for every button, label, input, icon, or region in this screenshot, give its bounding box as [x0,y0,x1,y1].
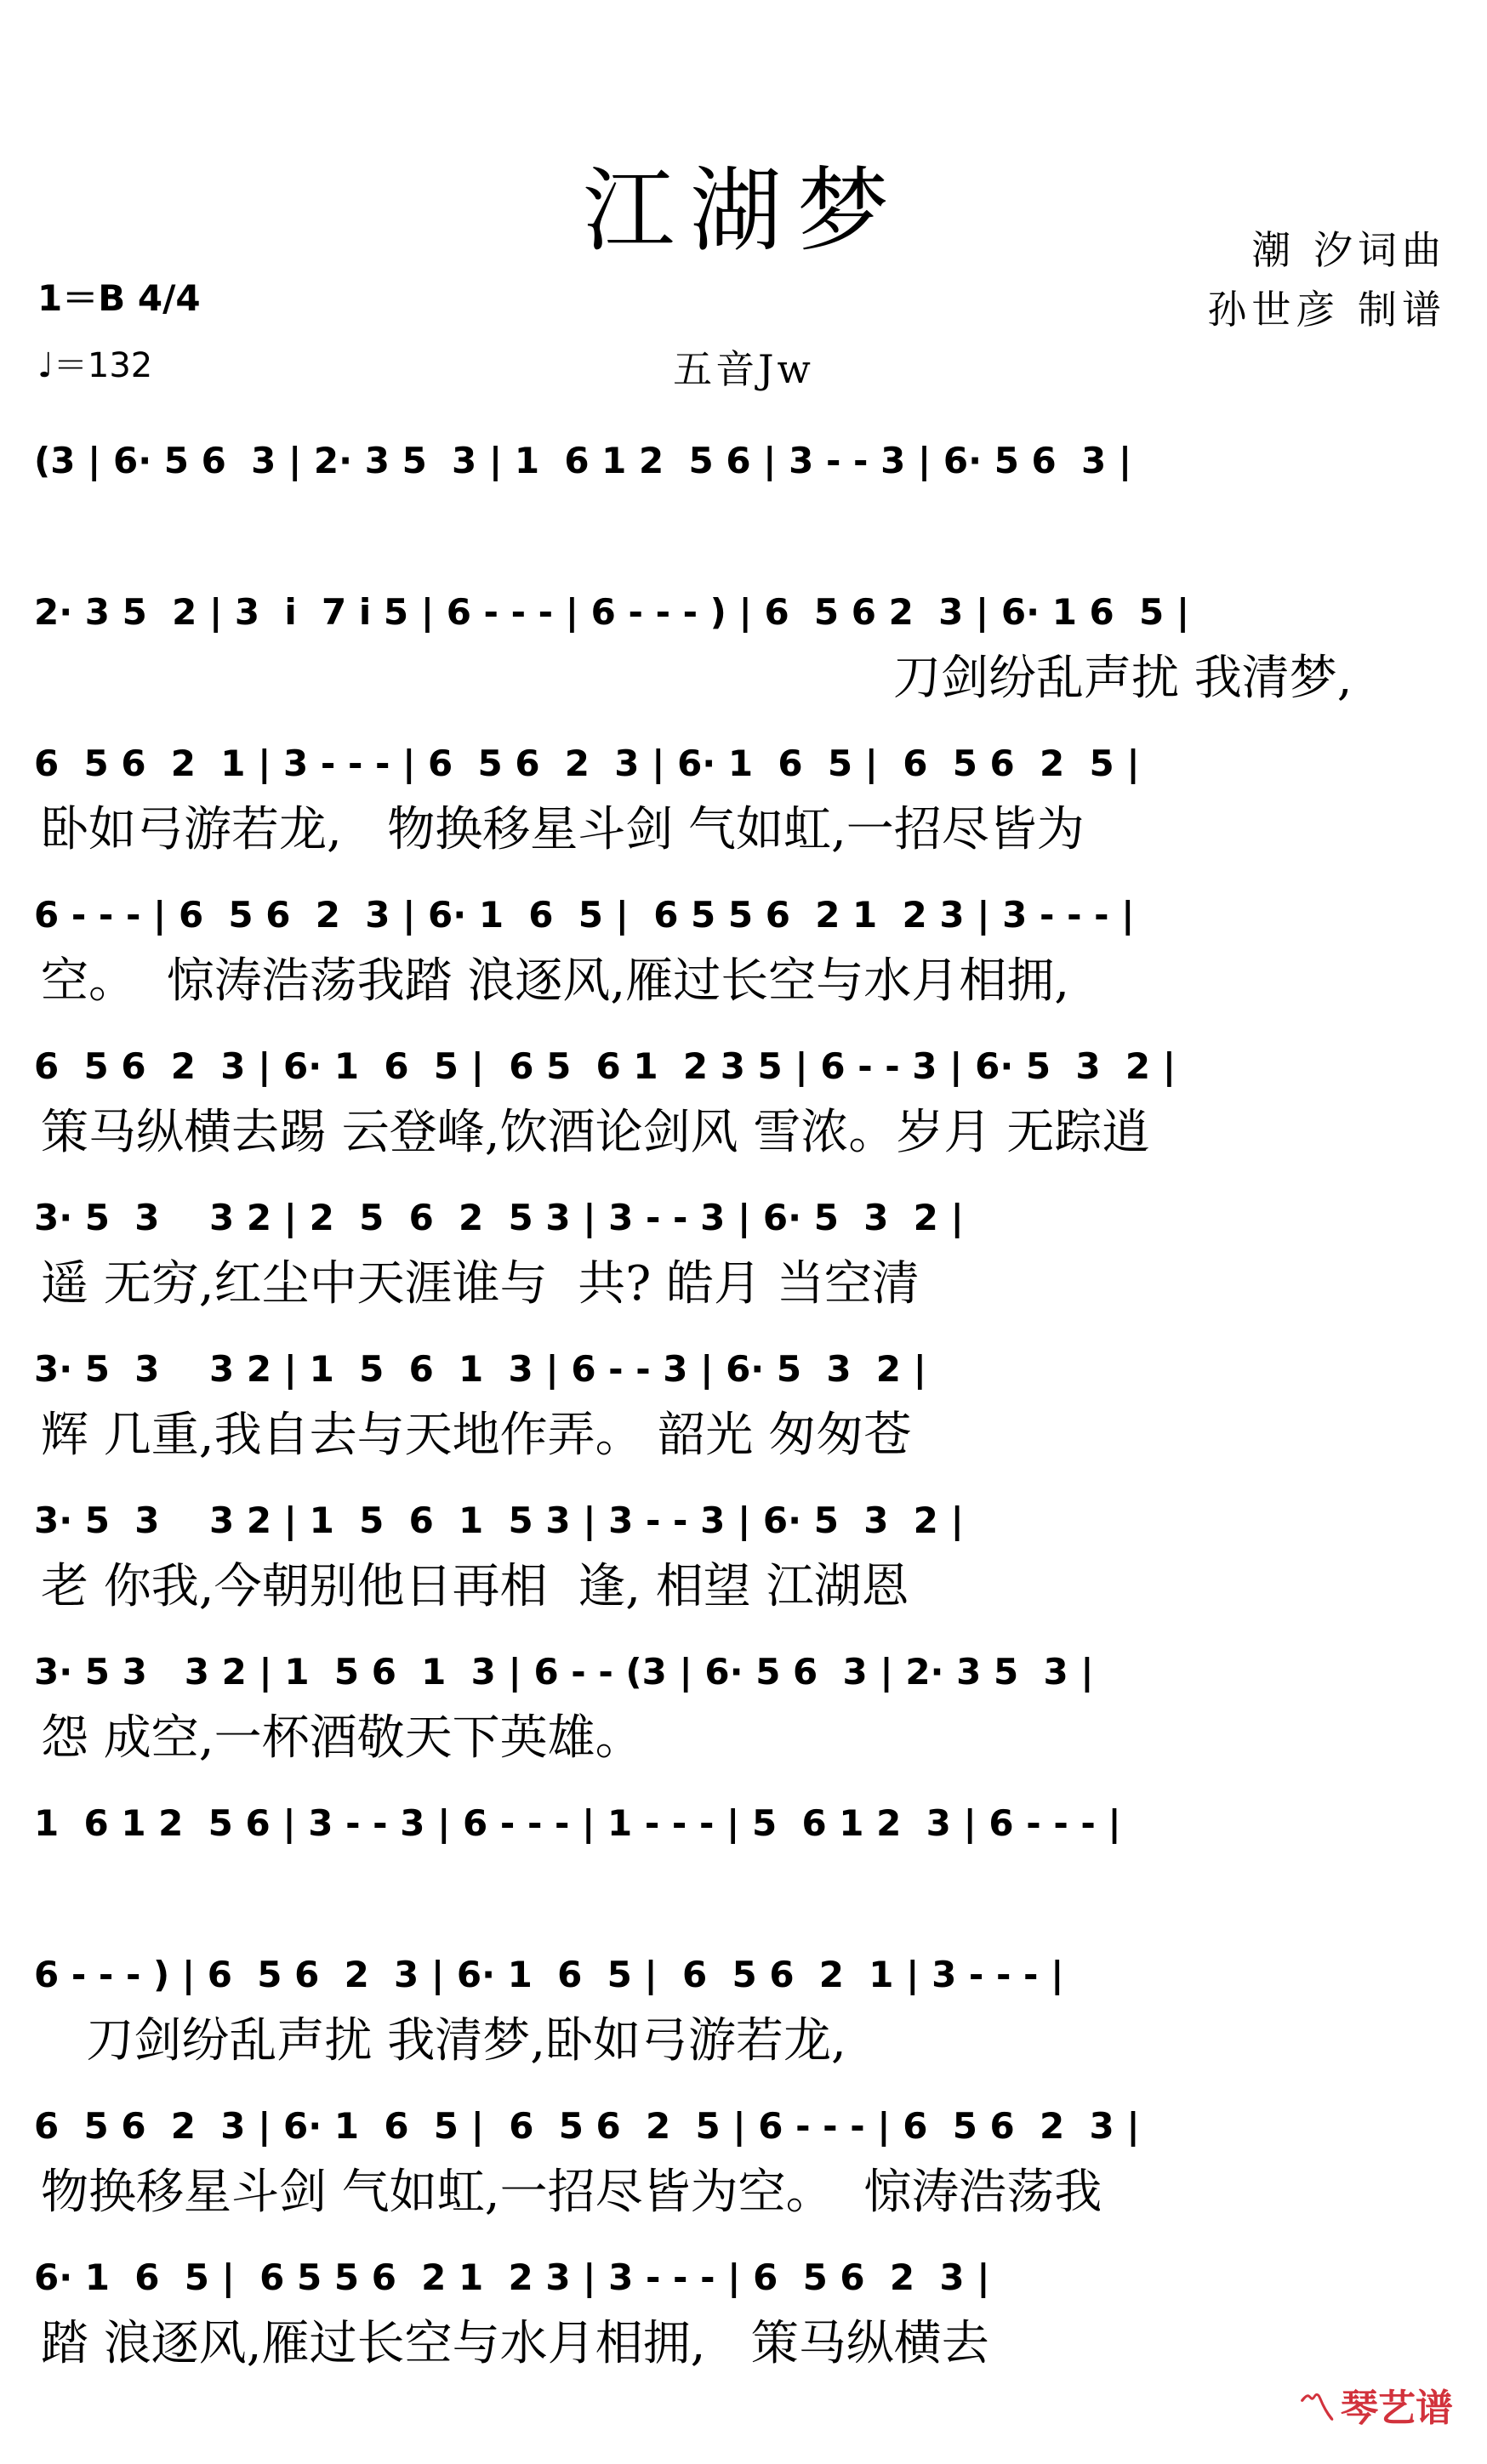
watermark-text: 琴艺谱 [1341,2387,1453,2430]
song-title: 江湖梦 [582,158,904,265]
lyric-line: 空。 惊涛浩荡我踏 浪逐风,雁过长空与水月相拥, [41,953,1070,1009]
lyric-line: 策马纵横去踢 云登峰,饮酒论剑风 雪浓。岁月 无踪逍 [41,1105,1150,1160]
site-watermark [1298,2377,1453,2432]
key-signature: 1＝B 4/4 [37,277,201,319]
notation-line: 6 5 6 2 1 | 3 - - - | 6 5 6 2 3 | 6· 1 6 5 | 6 5 6 2 5 | [34,743,1140,784]
lyric-line: 踏 浪逐风,雁过长空与水月相拥, 策马纵横去 [41,2316,989,2371]
lyric-line: 刀剑纷乱声扰 我清梦, [893,651,1353,706]
notation-line: 6· 1 6 5 | 6 5 5 6 2 1 2 3 | 3 - - - | 6 5 6 2 3 | [34,2256,990,2298]
lyric-line: 老 你我,今朝别他日再相 逢, 相望 江湖恩 [41,1559,909,1614]
lyric-line [41,495,1460,560]
lyric-line: 刀剑纷乱声扰 我清梦,卧如弓游若龙, [41,2013,846,2069]
brand-logo-icon: 〽 [1298,2387,1336,2430]
notation-line: 2· 3 5 2 | 3 i 7 i 5 | 6 - - - | 6 - - - ) | 6 5 6 2 3 | 6· 1 6 5 | [34,591,1190,633]
tempo-marking: ♩＝132 [37,346,153,385]
lyric-line: 辉 几重,我自去与天地作弄。 韶光 匆匆苍 [41,1408,912,1463]
notation-line: 1 6 1 2 5 6 | 3 - - 3 | 6 - - - | 1 - - - | 5 6 1 2 3 | 6 - - - | [34,1802,1121,1844]
notation-line: 6 5 6 2 3 | 6· 1 6 5 | 6 5 6 1 2 3 5 | 6 - - 3 | 6· 5 3 2 | [34,1045,1176,1087]
lyric-line: 卧如弓游若龙, 物换移星斗剑 气如虹,一招尽皆为 [41,802,1085,857]
notation-line: 3· 5 3 3 2 | 2 5 6 2 5 3 | 3 - - 3 | 6· 5 3 2 | [34,1197,964,1238]
notation-line: 3· 5 3 3 2 | 1 5 6 1 3 | 6 - - (3 | 6· 5 6 3 | 2· 3 5 3 | [34,1651,1094,1693]
notation-line: 6 5 6 2 3 | 6· 1 6 5 | 6 5 6 2 5 | 6 - - - | 6 5 6 2 3 | [34,2105,1140,2147]
lyricist-composer-credit: 潮 汐词曲 [1251,227,1446,273]
notation-line: 3· 5 3 3 2 | 1 5 6 1 5 3 | 3 - - 3 | 6· 5 3 2 | [34,1499,964,1541]
notation-line: 6 - - - ) | 6 5 6 2 3 | 6· 1 6 5 | 6 5 6 2 1 | 3 - - - | [34,1954,1064,1995]
lyric-line: 怨 成空,一杯酒敬天下英雄。 [41,1710,643,1766]
notation-line: 3· 5 3 3 2 | 1 5 6 1 3 | 6 - - 3 | 6· 5 3 2 | [34,1348,926,1390]
lyric-line: 遥 无穷,红尘中天涯谁与 共? 皓月 当空清 [41,1256,920,1312]
lyric-line: 物换移星斗剑 气如虹,一招尽皆为空。 惊涛浩荡我 [41,2165,1102,2220]
lyric-line [41,1858,1460,1922]
arranger-name: 五音Jw [673,346,814,392]
transcriber-credit: 孙世彦 制谱 [1207,287,1446,333]
notation-line: (3 | 6· 5 6 3 | 2· 3 5 3 | 1 6 1 2 5 6 | 3 - - 3 | 6· 5 6 3 | [34,440,1132,481]
notation-line: 6 - - - | 6 5 6 2 3 | 6· 1 6 5 | 6 5 5 6 2 1 2 3 | 3 - - - | [34,894,1135,936]
